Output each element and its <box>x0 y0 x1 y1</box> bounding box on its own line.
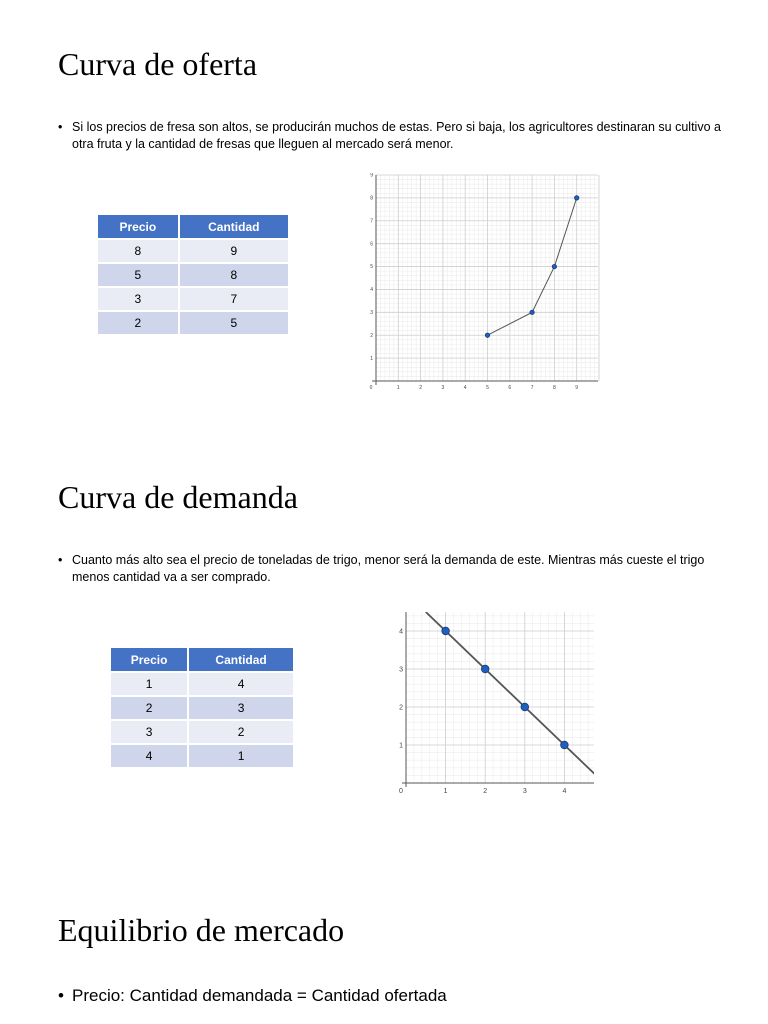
y-tick-label: 4 <box>370 287 373 294</box>
data-point <box>575 196 579 200</box>
x-tick-label: 0 <box>399 788 403 795</box>
data-point <box>485 333 489 337</box>
table-cell: 7 <box>180 286 288 310</box>
table-row <box>98 310 288 334</box>
x-tick-label: 8 <box>553 385 556 391</box>
supply-chart <box>358 173 600 391</box>
x-tick-label: 7 <box>530 385 534 391</box>
table-row <box>111 719 293 743</box>
x-tick-label: 9 <box>575 385 579 391</box>
table-row <box>98 286 288 310</box>
data-point <box>552 264 556 268</box>
table-cell: 5 <box>98 262 180 286</box>
bullet-dot-icon: • <box>58 986 64 1005</box>
x-tick-label: 3 <box>522 788 527 795</box>
demand-bullet <box>58 552 732 586</box>
table-row <box>98 262 288 286</box>
x-tick-label: 0 <box>369 385 373 391</box>
data-point <box>561 741 569 749</box>
data-point <box>481 665 489 673</box>
demand-header-cantidad: Cantidad <box>189 648 293 671</box>
y-tick-label: 6 <box>370 241 373 248</box>
x-tick-label: 6 <box>508 385 512 391</box>
y-tick-label: 2 <box>399 704 403 712</box>
y-tick-label: 1 <box>370 355 373 362</box>
table-row <box>98 238 288 262</box>
demand-bullet-text: Cuanto más alto sea el precio de toneladas de trigo, menor será la demanda de este. Mientras más cueste el trigo menos cantidad va a ser comprado. <box>72 553 705 584</box>
supply-bullet <box>58 119 732 153</box>
supply-header-precio: Precio <box>98 215 180 238</box>
supply-curve-title: Curva de oferta <box>58 46 258 82</box>
table-cell: 2 <box>189 719 293 743</box>
y-tick-label: 5 <box>370 264 373 271</box>
table-cell: 8 <box>98 238 180 262</box>
table-row <box>111 671 293 695</box>
demand-chart <box>392 612 594 802</box>
table-cell: 4 <box>111 743 189 767</box>
y-tick-label: 3 <box>370 310 373 316</box>
data-point <box>442 627 450 635</box>
x-tick-label: 3 <box>441 385 445 391</box>
x-tick-label: 4 <box>463 385 467 391</box>
market-equilibrium-title: Equilibrio de mercado <box>58 912 345 948</box>
table-cell: 1 <box>189 743 293 767</box>
table-cell: 3 <box>111 719 189 743</box>
table-row <box>111 695 293 719</box>
table-cell: 8 <box>180 262 288 286</box>
y-tick-label: 1 <box>399 742 403 750</box>
table-cell: 4 <box>189 671 293 695</box>
y-tick-label: 7 <box>370 218 373 225</box>
table-cell: 2 <box>98 310 180 334</box>
equilibrium-bullet-text: Precio: Cantidad demandada = Cantidad ofertada <box>72 986 447 1005</box>
table-cell: 3 <box>189 695 293 719</box>
table-cell: 1 <box>111 671 189 695</box>
table-cell: 3 <box>98 286 180 310</box>
x-tick-label: 1 <box>443 788 448 795</box>
bullet-dot-icon: • <box>58 553 63 567</box>
table-cell: 9 <box>180 238 288 262</box>
y-tick-label: 2 <box>370 332 373 339</box>
x-tick-label: 1 <box>396 385 400 391</box>
demand-table <box>111 648 293 767</box>
table-cell: 5 <box>180 310 288 334</box>
data-point <box>521 703 529 711</box>
data-point <box>530 310 534 314</box>
x-tick-label: 2 <box>419 385 422 391</box>
y-tick-label: 8 <box>370 195 373 202</box>
bullet-dot-icon: • <box>58 120 63 134</box>
demand-curve-title: Curva de demanda <box>58 479 298 515</box>
series-line <box>426 612 594 783</box>
supply-table <box>98 215 288 334</box>
x-tick-label: 4 <box>562 788 567 795</box>
table-row <box>111 743 293 767</box>
supply-bullet-text: Si los precios de fresa son altos, se producirán muchos de estas. Pero si baja, los agricultores destinaran su cultivo a otra fruta y la cantidad de fresas que lleguen al mercado será menor. <box>72 120 721 151</box>
demand-header-precio: Precio <box>111 648 189 671</box>
y-tick-label: 3 <box>399 666 403 674</box>
y-tick-label: 4 <box>399 628 403 636</box>
supply-header-cantidad: Cantidad <box>180 215 288 238</box>
y-tick-label: 9 <box>370 173 373 179</box>
x-tick-label: 5 <box>486 385 489 391</box>
table-cell: 2 <box>111 695 189 719</box>
equilibrium-bullet <box>58 985 732 1007</box>
x-tick-label: 2 <box>483 788 488 795</box>
